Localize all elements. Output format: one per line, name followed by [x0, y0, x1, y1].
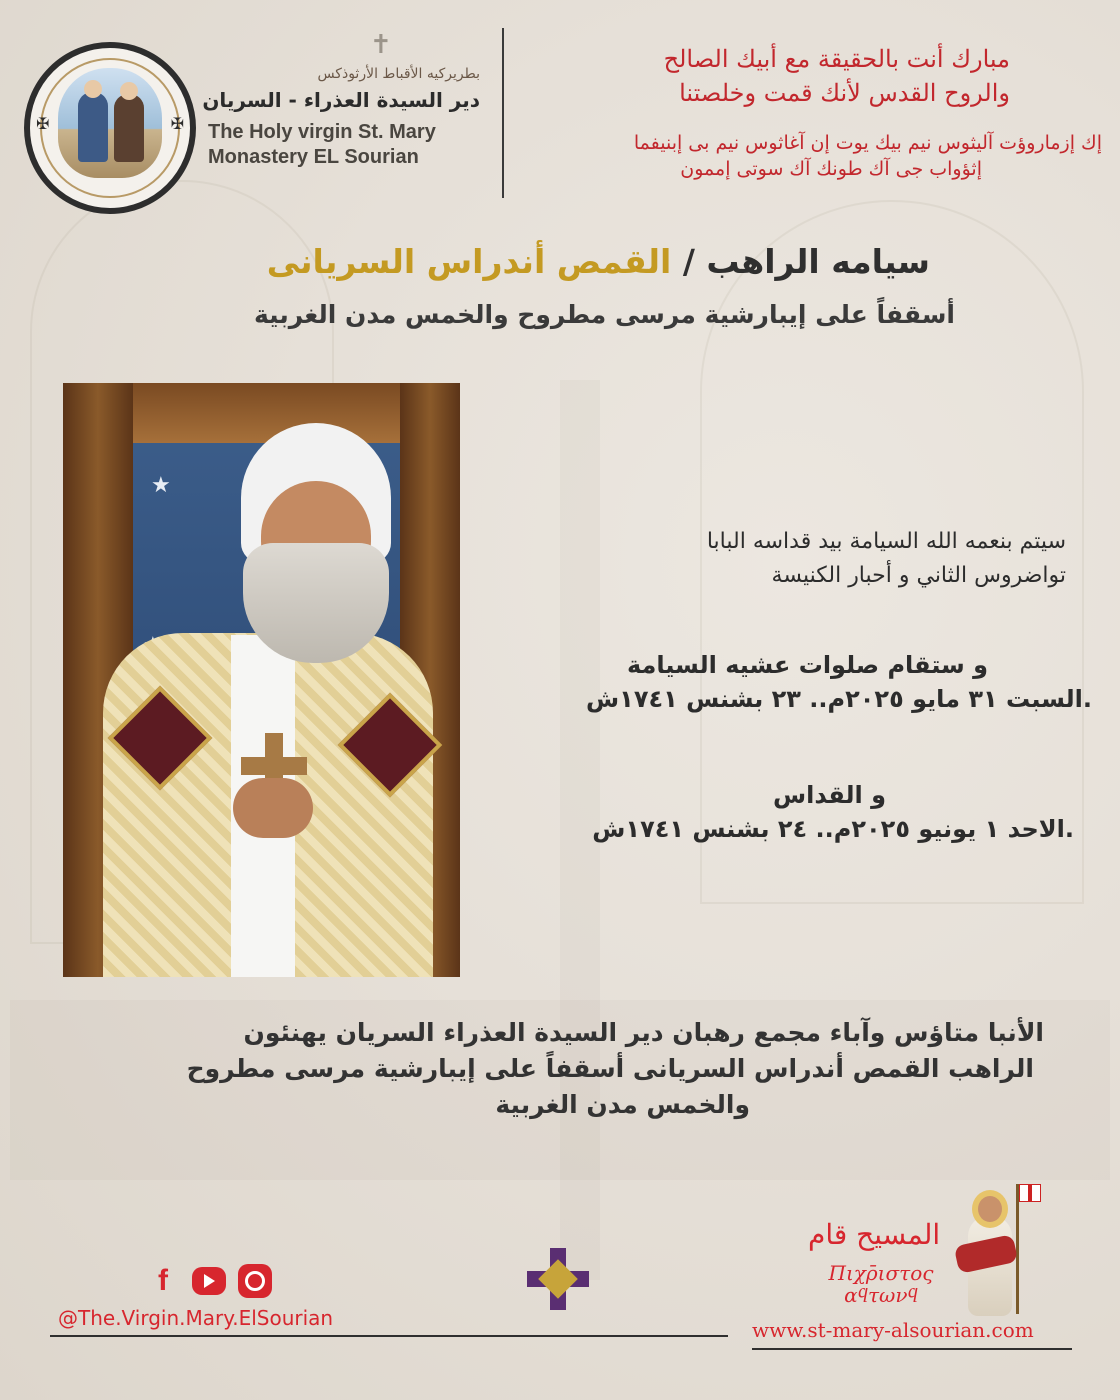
risen-coptic-line2: αϥτωνϥ	[844, 1283, 918, 1307]
liturgy-date: الاحد ١ يونيو ٢٠٢٥م.. ٢٤ بشنس ١٧٤١ش.	[592, 815, 1074, 843]
cross-icon: ✝	[370, 30, 392, 60]
cross-icon: ✠	[170, 114, 184, 133]
cross-icon: ✠	[36, 114, 50, 133]
risen-christ-icon	[946, 1180, 1036, 1320]
website-link[interactable]: www.st-mary-alsourian.com	[752, 1318, 1034, 1342]
hymn-arabic-line1: مبارك أنت بالحقيقة مع أبيك الصالح	[663, 45, 1010, 73]
congratulations-message	[80, 1015, 1080, 1123]
announcement-line1: سيتم بنعمه الله السيامة بيد قداسه البابا	[706, 529, 1066, 554]
vespers-date: السبت ٣١ مايو ٢٠٢٥م.. ٢٣ بشنس ١٧٤١ش.	[586, 685, 1092, 713]
congratulations-line3: والخمس مدن الغربية	[495, 1090, 750, 1119]
vespers-label: و ستقام صلوات عشيه السيامة	[626, 651, 988, 679]
monastery-logo	[24, 42, 196, 214]
liturgy-label: و القداس	[773, 781, 886, 809]
christ-is-risen-coptic	[826, 1262, 936, 1306]
hymn-coptic-line2: إثؤواب جى آك طونك آك سوتى إممون	[680, 158, 982, 180]
patriarchate-label: بطريركيه الأقباط الأرثوذكس	[317, 66, 480, 82]
title-prefix: سيامه الراهب /	[682, 242, 930, 281]
social-links	[146, 1264, 272, 1298]
hymn-arabic	[540, 42, 1010, 110]
instagram-icon[interactable]	[238, 1264, 272, 1298]
footer-divider	[50, 1335, 728, 1337]
coptic-cross-icon	[527, 1248, 589, 1310]
hymn-coptic-line1: إك إزماروؤت آليثوس نيم بيك يوت إن آغاثوس نيم بى إبنيفما	[633, 132, 1102, 154]
monastery-name-en-line1: The Holy virgin St. Mary	[208, 121, 436, 143]
footer-divider	[752, 1348, 1072, 1350]
liturgy-info	[454, 778, 1074, 846]
ordination-announcement	[466, 525, 1066, 593]
hymn-arabic-line2: والروح القدس لأنك قمت وخلصتنا	[679, 79, 1010, 107]
announcement-line2: تواضروس الثاني و أحبار الكنيسة	[771, 563, 1066, 588]
monastery-name-ar: دير السيدة العذراء - السريان	[202, 88, 480, 112]
header-divider	[502, 28, 504, 198]
congratulations-line1: الأنبا متاؤس وآباء مجمع رهبان دير السيدة العذراء السريان يهنئون	[243, 1018, 1044, 1047]
social-handle[interactable]: @The.Virgin.Mary.ElSourian	[58, 1306, 334, 1330]
monk-photo: ★	[63, 383, 460, 977]
congratulations-line2: الراهب القمص أندراس السريانى أسقفاً على إيبارشية مرسى مطروح	[186, 1054, 1034, 1083]
page-subtitle: أسقفاً على إيبارشية مرسى مطروح والخمس مدن الغربية	[253, 300, 955, 329]
facebook-icon[interactable]: f	[158, 1264, 168, 1297]
page-title	[120, 242, 930, 281]
risen-coptic-line1: Πιχρ̄ιστος	[828, 1261, 934, 1285]
hymn-coptic-transliteration	[520, 130, 1102, 182]
youtube-icon[interactable]	[192, 1267, 226, 1295]
vespers-info	[472, 648, 1092, 716]
title-name: القمص أندراس السريانى	[266, 242, 672, 281]
christ-is-risen-ar: المسيح قام	[808, 1218, 941, 1251]
monastery-name-en-line2: Monastery EL Sourian	[208, 146, 419, 168]
monastery-name-en	[208, 120, 498, 170]
